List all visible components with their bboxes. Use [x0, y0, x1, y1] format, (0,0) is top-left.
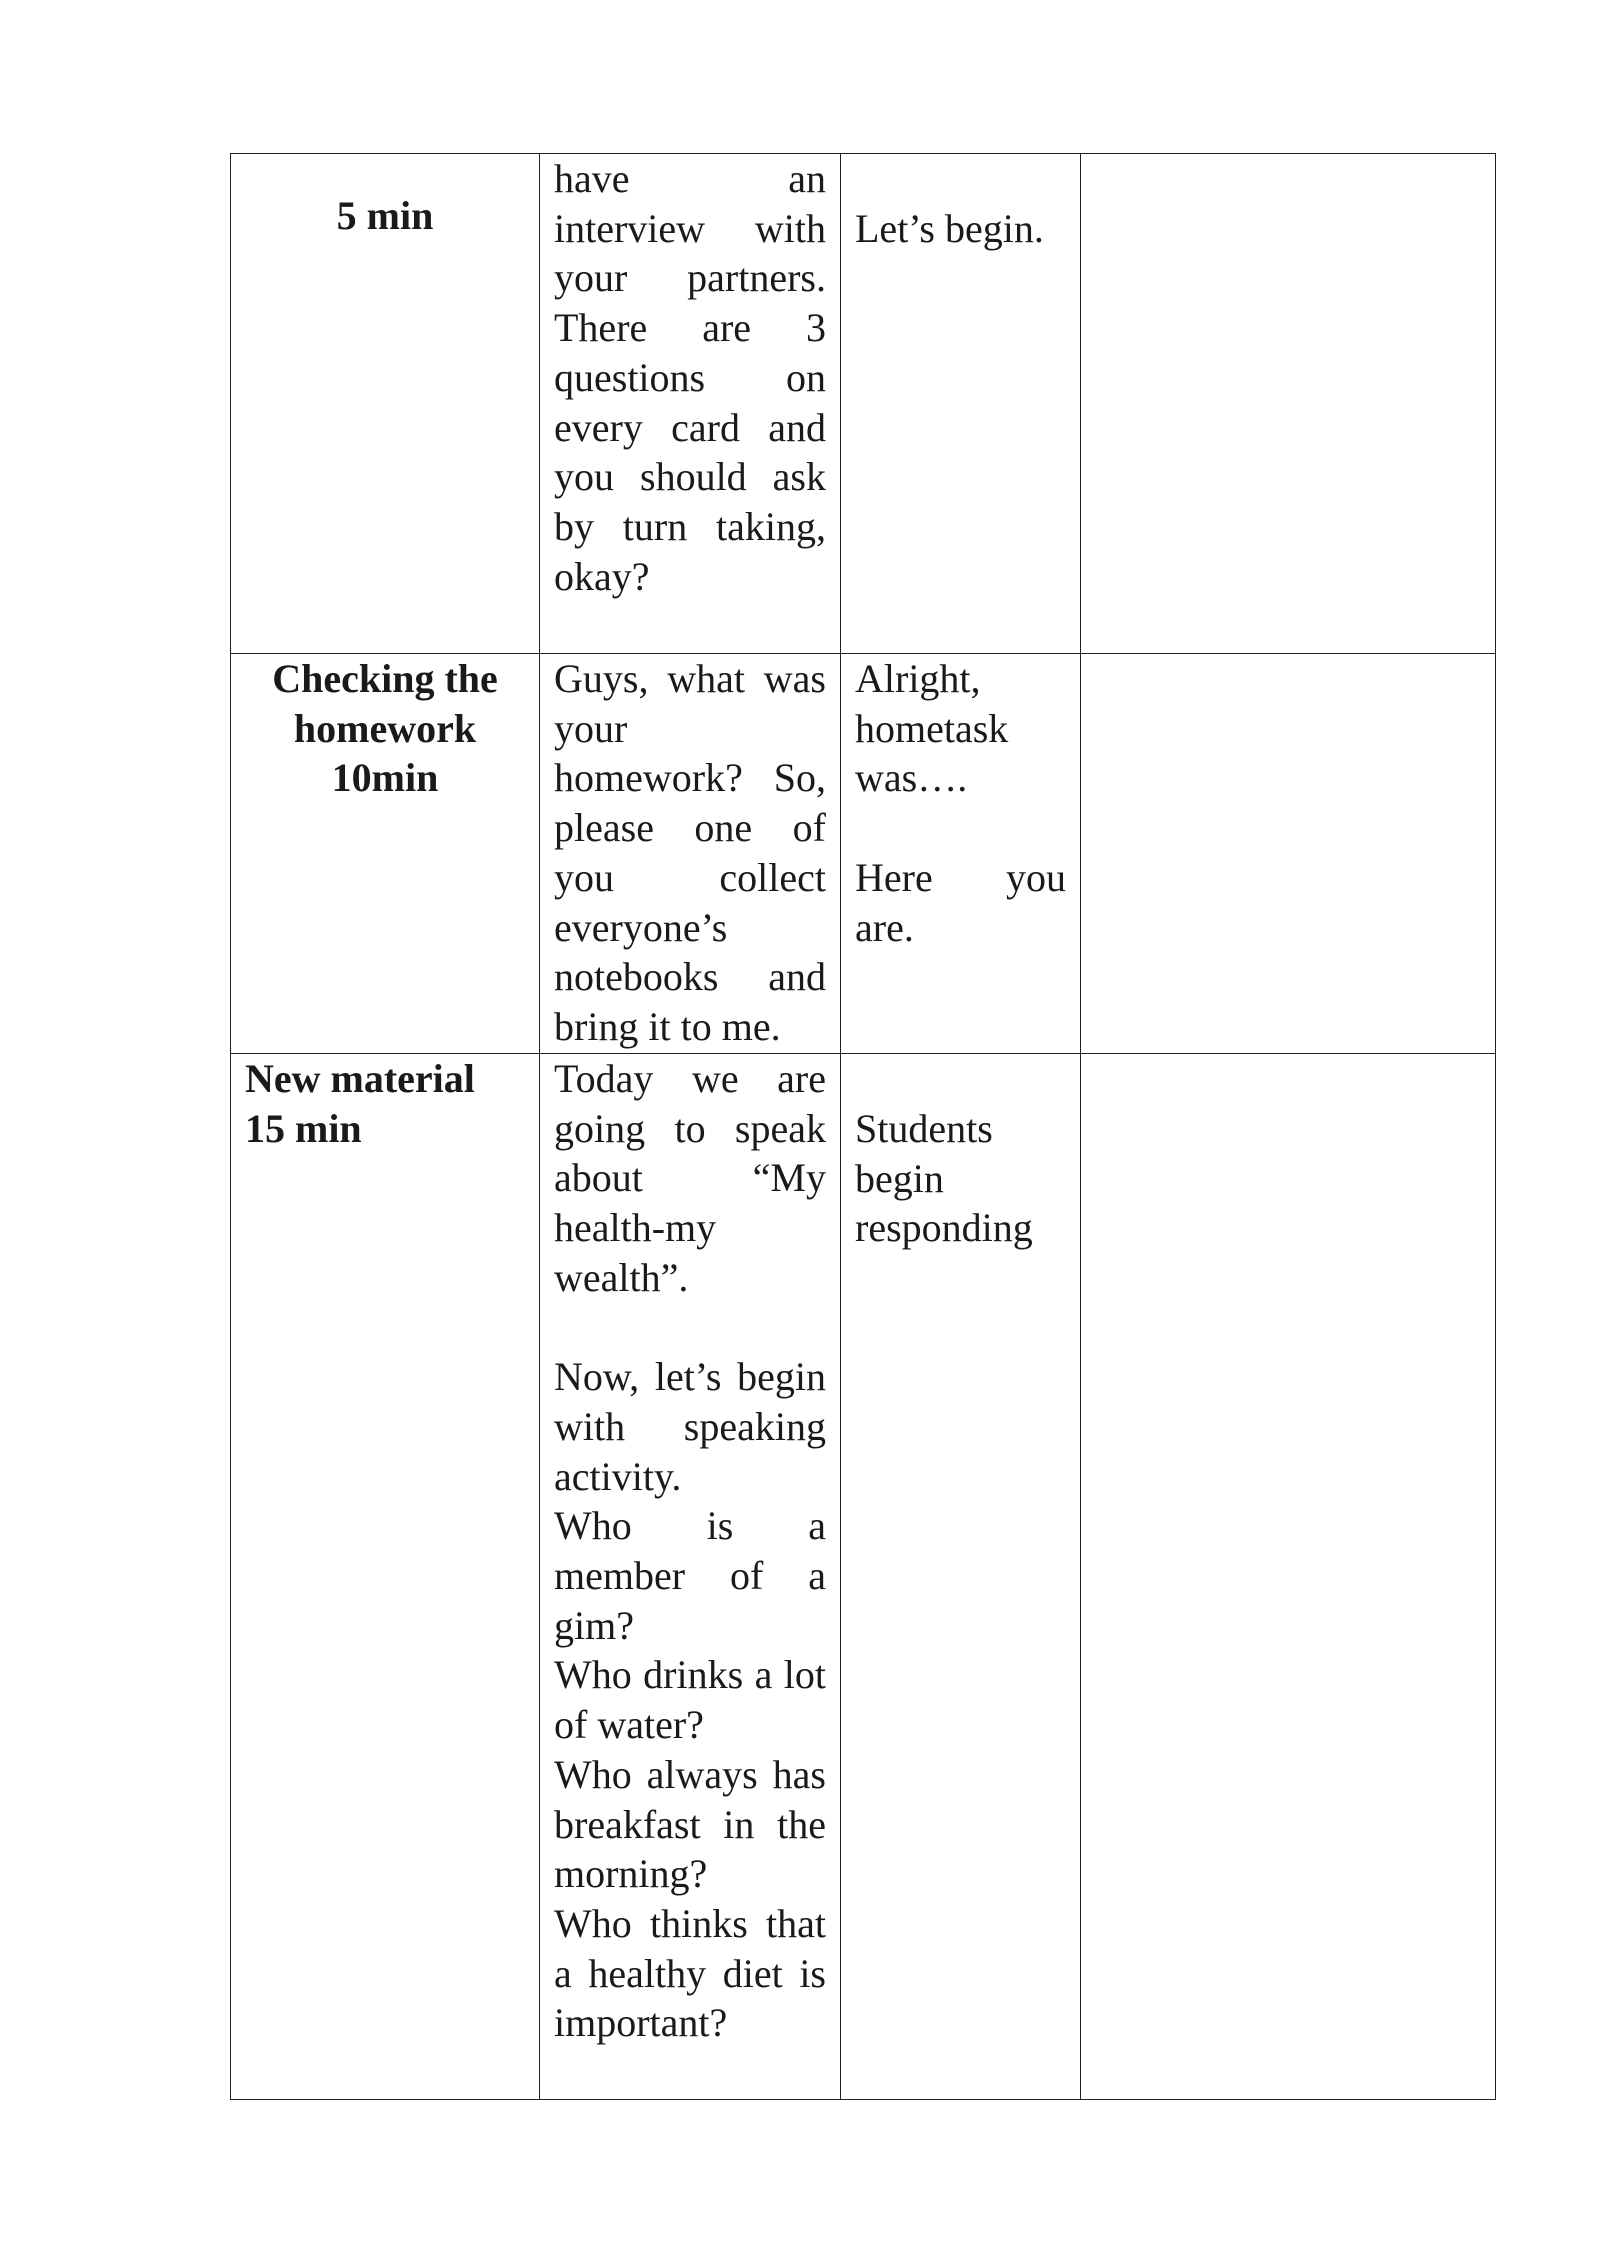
table-row	[231, 1054, 1496, 2100]
notes-cell	[1081, 154, 1496, 654]
stage-cell: Checking the homework 10min	[231, 654, 540, 1054]
student-activity-cell: Alright, hometask was…. Here you are.	[841, 654, 1081, 1054]
table-row	[231, 654, 1496, 1054]
lesson-plan-table	[230, 153, 1496, 2100]
teacher-activity-cell: Today we are going to speak about “My health-my wealth”. Now, let’s begin with speaking activity. Who is a member of a gim? Who drinks a lot of water? Who always has breakfast in the morning? Who thinks that a healthy diet is important?	[540, 1054, 841, 2100]
teacher-activity-cell: have an interview with your partners. There are 3 questions on every card and you should ask by turn taking, okay?	[540, 154, 841, 654]
stage-cell: 5 min	[231, 154, 540, 654]
teacher-activity-cell: Guys, what was your homework? So, please one of you collect everyone’s notebooks and bring it to me.	[540, 654, 841, 1054]
notes-cell	[1081, 1054, 1496, 2100]
notes-cell	[1081, 654, 1496, 1054]
student-activity-cell: Let’s begin.	[841, 154, 1081, 654]
table-row	[231, 154, 1496, 654]
student-activity-cell: Students begin responding	[841, 1054, 1081, 2100]
stage-cell: New material 15 min	[231, 1054, 540, 2100]
